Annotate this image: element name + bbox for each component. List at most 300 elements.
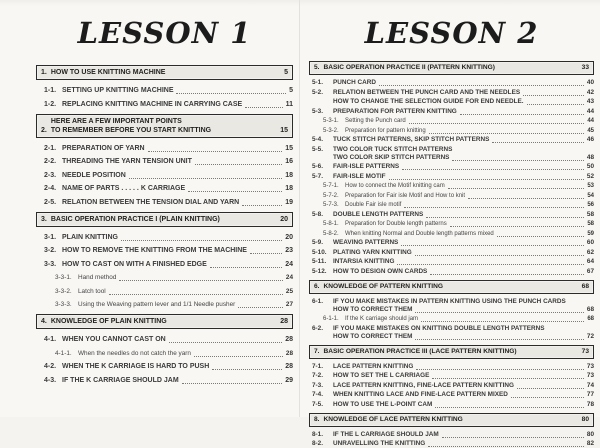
entry-page-number: 62 <box>586 248 594 256</box>
entry-body <box>333 268 594 276</box>
toc-entry <box>312 258 594 266</box>
entry-body <box>333 136 594 144</box>
toc-entry <box>312 108 594 116</box>
section-header <box>36 65 293 80</box>
dot-leader <box>109 294 283 295</box>
entry-page-number: 73 <box>586 372 594 379</box>
section-number: 1. <box>41 69 47 76</box>
entry-number: 5-8-1. <box>323 221 339 227</box>
dot-leader <box>450 226 585 227</box>
dot-leader <box>402 169 584 170</box>
dot-leader <box>379 85 584 86</box>
toc-entry <box>55 300 293 309</box>
entry-last-line <box>62 144 293 153</box>
dot-leader <box>429 133 585 134</box>
entry-page-number: 68 <box>587 316 594 322</box>
entry-page-number: 20 <box>285 233 293 241</box>
toc-entry <box>44 86 293 95</box>
entry-number: 5-8-2. <box>323 230 339 237</box>
entry-title: UNRAVELLING THE KNITTING <box>333 440 426 447</box>
entry-title: HOW TO CORRECT THEM <box>333 332 413 340</box>
dot-leader <box>497 236 585 237</box>
entry-title: LACE PATTERN KNITTING, FINE-LACE PATTERN KNITTING <box>333 381 514 389</box>
section-number: 6. <box>314 282 320 290</box>
toc-entry <box>44 362 293 371</box>
entry-last-line <box>333 98 594 106</box>
entry-number: 2-3. <box>44 171 57 179</box>
dot-leader <box>415 339 583 340</box>
entry-body <box>333 363 594 371</box>
entry-title: TUCK STITCH PATTERNS, SKIP STITCH PATTERNS <box>333 136 490 143</box>
entry-title-line: TWO COLOR TUCK STITCH PATTERNS <box>333 145 453 153</box>
entry-last-line <box>62 260 293 269</box>
toc-lesson-1 <box>36 65 293 385</box>
entry-last-line <box>333 136 594 144</box>
entry-body <box>78 300 293 309</box>
dot-leader <box>421 321 584 322</box>
entry-number: 5-5. <box>312 145 324 153</box>
section-title <box>324 283 576 291</box>
entry-last-line <box>62 184 293 193</box>
dot-leader <box>404 207 584 208</box>
entry-last-line <box>333 391 594 399</box>
toc-entry <box>44 157 293 166</box>
section-header <box>36 314 293 329</box>
entry-number: 5-9. <box>312 239 324 246</box>
dot-leader <box>448 188 585 189</box>
entry-page-number: 54 <box>587 192 594 199</box>
entry-number: 5-7-1. <box>323 183 339 189</box>
entry-title: Preparation for pattern knitting <box>345 127 426 134</box>
section-page-number: 5 <box>284 69 288 76</box>
entry-number: 4-1. <box>44 336 57 343</box>
entry-last-line <box>62 376 293 385</box>
entry-last-line <box>62 86 293 95</box>
entry-title: PLAIN KNITTING <box>62 233 118 241</box>
entry-title: PREPARATION OF YARN <box>62 144 145 152</box>
entry-title: WHEN YOU CANNOT CAST ON <box>62 336 166 343</box>
entry-last-line <box>333 154 594 162</box>
entry-title: Hand method <box>78 274 117 281</box>
entry-number: 1-2. <box>44 100 57 108</box>
entry-body <box>333 440 594 448</box>
dot-leader <box>452 160 583 161</box>
lesson-2-title: LESSON 2 <box>364 16 539 50</box>
entry-page-number: 60 <box>586 239 594 246</box>
entry-number: 5-4. <box>312 136 324 143</box>
entry-number: 7-4. <box>312 391 324 398</box>
dot-leader <box>121 240 282 241</box>
section-page-number: 15 <box>280 126 288 134</box>
entry-title: NEEDLE POSITION <box>62 171 126 179</box>
entry-title: Using the Weaving pattern lever and 1/1 Needle pusher <box>78 301 236 308</box>
section-number: 2. <box>41 126 47 134</box>
entry-page-number: 29 <box>285 376 293 384</box>
entry-body <box>62 233 293 242</box>
entry-page-number: 28 <box>285 363 293 370</box>
entry-last-line <box>333 79 594 87</box>
toc-entry <box>323 182 594 190</box>
dot-leader <box>409 123 585 124</box>
entry-body <box>62 157 293 166</box>
dot-leader <box>401 245 584 246</box>
toc-entry <box>312 239 594 247</box>
entry-title: How to connect the Motif knitting cam <box>345 183 445 189</box>
entry-number: 3-2. <box>44 247 57 254</box>
entry-last-line <box>333 258 594 266</box>
section-title <box>51 215 274 224</box>
entry-last-line <box>345 201 594 209</box>
dot-leader <box>435 407 584 408</box>
entry-number: 5-8. <box>312 210 324 218</box>
entry-body <box>62 198 293 207</box>
section-page-number: 28 <box>280 318 288 325</box>
entry-last-line <box>62 100 293 109</box>
section-number: 5. <box>314 64 320 71</box>
entry-last-line <box>333 108 594 116</box>
entry-last-line <box>62 233 293 242</box>
entry-page-number: 24 <box>285 260 293 268</box>
section-number: 8. <box>314 415 320 423</box>
entry-body <box>62 144 293 153</box>
entry-title: Setting the Punch card <box>345 118 406 124</box>
entry-number: 5-11. <box>312 258 327 265</box>
entry-page-number: 72 <box>586 332 594 340</box>
entry-body <box>333 173 594 181</box>
entry-body <box>333 382 594 390</box>
dot-leader <box>245 107 282 108</box>
entry-page-number: 44 <box>586 107 594 115</box>
entry-page-number: 43 <box>586 98 594 105</box>
entry-number: 3-1. <box>44 233 57 241</box>
entry-title: HOW TO REMOVE THE KNITTING FROM THE MACHINE <box>62 247 247 254</box>
entry-title: RELATION BETWEEN THE PUNCH CARD AND THE NEEDLES <box>333 88 521 96</box>
toc-entry <box>312 173 594 181</box>
dot-leader <box>460 114 584 115</box>
entry-page-number: 27 <box>285 301 293 308</box>
entry-body <box>333 431 594 439</box>
entry-title: HOW TO CHANGE THE SELECTION GUIDE FOR END NEEDLE. <box>333 98 524 105</box>
toc-entry <box>312 268 594 276</box>
entry-last-line <box>333 173 594 181</box>
entry-body <box>62 376 293 385</box>
toc-entry <box>323 230 594 238</box>
entry-number: 5-6. <box>312 163 324 170</box>
entry-number: 4-3. <box>44 376 57 384</box>
entry-number: 5-7-3. <box>323 202 339 208</box>
toc-entry <box>312 211 594 219</box>
toc-entry <box>312 136 594 144</box>
toc-entry <box>312 163 594 171</box>
entry-title: REPLACING KNITTING MACHINE IN CARRYING CASE <box>62 100 243 108</box>
entry-number: 6-2. <box>312 324 324 332</box>
dot-leader <box>430 274 584 275</box>
entry-body <box>62 171 293 180</box>
dot-leader <box>194 356 283 357</box>
entry-body <box>333 372 594 380</box>
section-title-line: KNOWLEDGE OF PATTERN KNITTING <box>323 282 444 290</box>
section-page-number: 80 <box>581 415 589 423</box>
toc-entry <box>323 127 594 135</box>
entry-body <box>345 192 594 200</box>
entry-body <box>333 146 594 162</box>
toc-entry <box>55 349 293 358</box>
entry-body <box>333 249 594 257</box>
entry-title: NAME OF PARTS . . . . . K CARRIAGE <box>62 185 186 192</box>
toc-entry <box>323 315 594 323</box>
entry-page-number: 5 <box>289 87 293 94</box>
entry-title: Preparation for Double length patterns <box>345 221 447 227</box>
toc-entry <box>312 382 594 390</box>
section-title <box>51 68 278 77</box>
toc-entry <box>312 298 594 314</box>
dot-leader <box>468 198 584 199</box>
dot-leader <box>119 280 283 281</box>
entry-page-number: 11 <box>285 100 293 108</box>
toc-entry <box>312 146 594 162</box>
section-title <box>324 348 576 356</box>
entry-body <box>345 182 594 190</box>
entry-body <box>62 362 293 371</box>
entry-body <box>345 315 594 323</box>
entry-body <box>333 211 594 219</box>
entry-last-line <box>78 273 293 282</box>
dot-leader <box>182 383 283 384</box>
entry-last-line <box>333 163 594 171</box>
toc-entry <box>312 325 594 341</box>
entry-body <box>333 391 594 399</box>
entry-title: WHEN KNITTING LACE AND FINE-LACE PATTERN MIXED <box>333 391 508 398</box>
dot-leader <box>415 255 584 256</box>
entry-title: When the needles do not catch the yarn <box>78 349 191 357</box>
dot-leader <box>492 142 584 143</box>
toc-entry <box>44 198 293 207</box>
section-title-line: HOW TO USE KNITTING MACHINE <box>50 69 166 76</box>
section-header <box>309 413 594 427</box>
entry-title: HOW TO CORRECT THEM <box>333 305 413 313</box>
entry-title: HOW TO USE THE L-POINT CAM <box>333 400 433 408</box>
dot-leader <box>195 164 282 165</box>
toc-entry <box>312 363 594 371</box>
entry-number: 7-5. <box>312 400 324 408</box>
section-header <box>309 61 594 75</box>
dot-leader <box>517 388 584 389</box>
section-number: 7. <box>314 347 320 355</box>
section-title-line: KNOWLEDGE OF PLAIN KNITTING <box>50 318 167 325</box>
entry-number: 5-1. <box>312 79 324 86</box>
entry-page-number: 73 <box>586 362 594 370</box>
dot-leader <box>416 369 584 370</box>
dot-leader <box>511 397 584 398</box>
entry-page-number: 28 <box>285 336 293 343</box>
toc-entry <box>44 376 293 385</box>
entry-title: PLATING YARN KNITTING <box>333 248 412 256</box>
entry-number: 8-2. <box>312 440 324 447</box>
entry-title: HOW TO CAST ON WITH A FINISHED EDGE <box>62 260 207 268</box>
entry-page-number: 78 <box>586 400 594 408</box>
entry-last-line <box>333 211 594 219</box>
entry-page-number: 18 <box>285 185 293 192</box>
entry-page-number: 24 <box>285 274 293 281</box>
entry-title: IF THE L CARRIAGE SHOULD JAM <box>333 430 439 438</box>
entry-title: DOUBLE LENGTH PATTERNS <box>333 210 424 218</box>
entry-body <box>333 401 594 409</box>
entry-number: 5-2. <box>312 88 324 96</box>
entry-title: TWO COLOR SKIP STITCH PATTERNS <box>333 153 450 161</box>
entry-title: HOW TO SET THE L CARRIAGE <box>333 372 430 379</box>
page-lesson-1 <box>0 0 299 417</box>
toc-entry <box>312 89 594 97</box>
entry-number: 7-1. <box>312 362 324 370</box>
entry-last-line <box>333 363 594 371</box>
entry-body <box>78 273 293 282</box>
entry-body <box>333 79 594 87</box>
entry-page-number: 77 <box>586 391 594 398</box>
entry-title: LACE PATTERN KNITTING <box>333 362 414 370</box>
toc-entry <box>312 79 594 87</box>
entry-last-line <box>345 127 594 135</box>
section-number: 4. <box>41 318 47 325</box>
entry-title-line: IF YOU MAKE MISTAKES ON KNITTING DOUBLE LENGTH PATTERNS <box>333 324 545 332</box>
entry-body <box>62 260 293 269</box>
entry-number: 4-1-1. <box>55 349 72 357</box>
dot-leader <box>212 369 282 370</box>
toc-entry <box>323 117 594 125</box>
entry-last-line <box>333 239 594 247</box>
entry-body <box>333 89 594 97</box>
entry-number: 2-4. <box>44 185 57 192</box>
entry-page-number: 53 <box>587 183 594 189</box>
toc-entry <box>312 249 594 257</box>
lesson-1-title: LESSON 1 <box>77 16 252 50</box>
entry-body <box>62 86 293 95</box>
entry-last-line <box>333 89 594 97</box>
section-title <box>51 317 274 326</box>
entry-number: 7-2. <box>312 372 324 379</box>
toc-entry <box>44 100 293 109</box>
entry-page-number: 19 <box>285 198 293 206</box>
entry-last-line <box>333 249 594 257</box>
toc-entry <box>55 273 293 282</box>
dot-leader <box>442 437 584 438</box>
entry-body <box>62 184 293 193</box>
entry-last-line <box>78 349 293 358</box>
dot-leader <box>169 342 282 343</box>
entry-page-number: 74 <box>586 381 594 389</box>
section-page-number: 20 <box>280 215 288 223</box>
entry-number: 3-3-2. <box>55 287 72 295</box>
entry-title: If the K carriage should jam <box>345 316 419 322</box>
section-title-line: BASIC OPERATION PRACTICE II (PATTERN KNITTING) <box>323 64 495 71</box>
entry-title: WHEN THE K CARRIAGE IS HARD TO PUSH <box>62 363 210 370</box>
entry-page-number: 52 <box>586 172 594 180</box>
entry-number: 3-3-3. <box>55 301 72 308</box>
dot-leader <box>397 264 583 265</box>
entry-number: 2-2. <box>44 158 57 165</box>
page-lesson-2 <box>300 0 600 447</box>
entry-last-line <box>345 182 594 190</box>
section-title-line: TO REMEMBER BEFORE YOU START KNITTING <box>50 126 212 134</box>
entry-page-number: 59 <box>587 230 594 237</box>
toc-entry <box>44 260 293 269</box>
section-title <box>51 117 274 135</box>
entry-title: Preparation for Fair isle Motif and How to knit <box>345 192 466 199</box>
entry-title: PUNCH CARD <box>333 79 376 86</box>
entry-title: HOW TO DESIGN OWN CARDS <box>333 267 428 275</box>
section-header <box>36 212 293 227</box>
toc-entry <box>44 144 293 153</box>
dot-leader <box>148 151 283 152</box>
entry-page-number: 68 <box>586 305 594 313</box>
dot-leader <box>428 446 584 447</box>
entry-number: 5-12. <box>312 267 327 275</box>
entry-body <box>333 108 594 116</box>
entry-body <box>333 98 594 106</box>
entry-number: 2-5. <box>44 198 57 206</box>
section-header <box>36 114 293 138</box>
entry-title: PREPARATION FOR PATTERN KNITTING <box>333 107 457 115</box>
entry-last-line <box>345 315 594 323</box>
entry-number: 6-1. <box>312 297 324 305</box>
toc-lesson-2 <box>309 61 594 448</box>
entry-last-line <box>62 362 293 371</box>
entry-title: IF THE K CARRIAGE SHOULD JAM <box>62 376 179 384</box>
entry-number: 6-1-1. <box>323 316 339 322</box>
entry-body <box>345 220 594 228</box>
entry-last-line <box>345 220 594 228</box>
entry-title: Latch tool <box>78 287 106 295</box>
entry-page-number: 64 <box>586 258 594 265</box>
entry-body <box>345 201 594 209</box>
section-header <box>309 280 594 294</box>
dot-leader <box>129 178 282 179</box>
entry-body <box>62 335 293 344</box>
entry-title: Double Fair isle motif <box>345 202 402 208</box>
section-page-number: 33 <box>581 64 589 71</box>
dot-leader <box>426 217 584 218</box>
toc-entry <box>44 246 293 255</box>
entry-last-line <box>62 246 293 255</box>
section-page-number: 68 <box>581 282 589 290</box>
entry-last-line <box>62 157 293 166</box>
entry-number: 3-3-1. <box>55 274 72 281</box>
entry-number: 4-2. <box>44 363 57 370</box>
entry-page-number: 40 <box>586 79 594 86</box>
entry-page-number: 25 <box>285 287 293 295</box>
entry-last-line <box>333 268 594 276</box>
dot-leader <box>389 179 584 180</box>
section-title-line: BASIC OPERATION PRACTICE I (PLAIN KNITTING) <box>50 215 220 223</box>
section-title-line: KNOWLEDGE OF LACE PATTERN KNITTING <box>323 415 463 423</box>
entry-last-line <box>333 401 594 409</box>
toc-entry <box>312 372 594 380</box>
section-page-number: 73 <box>581 347 589 355</box>
toc-entry <box>323 201 594 209</box>
section-title-line: HERE ARE A FEW IMPORTANT POINTS <box>50 117 182 125</box>
entry-body <box>333 163 594 171</box>
entry-body <box>333 298 594 314</box>
entry-last-line <box>78 287 293 296</box>
entry-page-number: 23 <box>285 247 293 254</box>
toc-entry <box>323 220 594 228</box>
dot-leader <box>250 253 282 254</box>
entry-number: 2-1. <box>44 144 57 152</box>
toc-entry <box>312 431 594 439</box>
entry-body <box>62 246 293 255</box>
entry-last-line <box>333 333 594 341</box>
entry-last-line <box>62 171 293 180</box>
entry-last-line <box>62 335 293 344</box>
